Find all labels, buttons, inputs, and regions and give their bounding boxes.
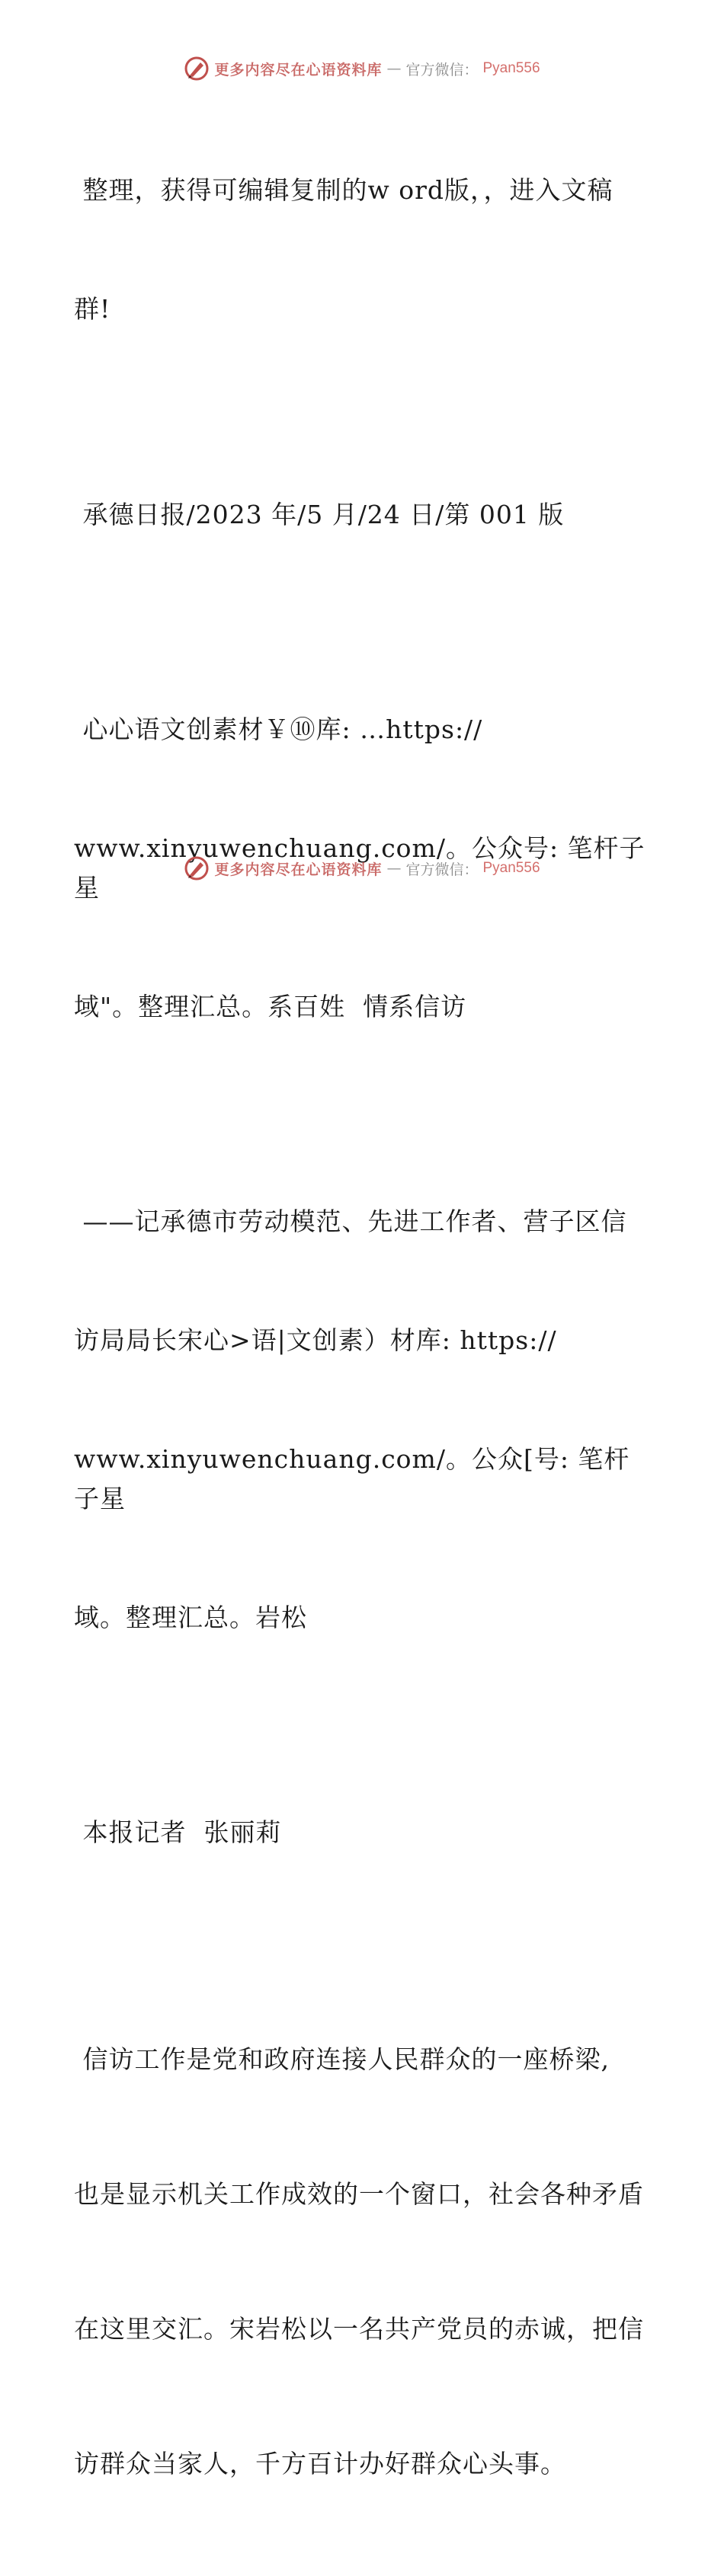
text-line: 也是显示机关工作成效的一个窗口，社会各种矛盾 — [74, 2179, 644, 2209]
watermark-text: 更多内容尽在心语资料库 — [214, 861, 383, 878]
watermark-wechat-id: Pyan556 — [482, 860, 540, 876]
text-line: www.xinyuwenchuang.com/。公众号: 笔杆子星 — [74, 833, 646, 903]
footer-watermark — [0, 853, 724, 884]
watermark-wechat-id: Pyan556 — [482, 60, 540, 76]
text-line: 本报记者 张丽莉 — [74, 1817, 282, 1847]
paragraph-byline — [74, 1734, 653, 1932]
text-line: ——记承德市劳动模范、先进工作者、营子区信 — [74, 1207, 627, 1236]
watermark-dash: — — [386, 860, 402, 877]
text-line: 承德日报/2023 年/5 月/24 日/第 001 版 — [74, 500, 565, 529]
paragraph-source — [74, 416, 653, 614]
pen-logo-icon — [184, 56, 210, 81]
text-line: 心心语文创素材￥⑩库: …https:// — [74, 714, 483, 744]
watermark-dash: — — [386, 60, 402, 77]
watermark-suffix: 官方微信： — [405, 61, 479, 78]
text-line: 在这里交汇。宋岩松以一名共产党员的赤诚，把信 — [74, 2314, 644, 2344]
paragraph-subtitle — [74, 1123, 653, 1717]
text-line: 访局局长宋心>语|文创素）材库: https:// — [74, 1325, 557, 1355]
text-line: 信访工作是党和政府连接人民群众的一座桥梁, — [74, 2044, 610, 2074]
document-body — [74, 91, 653, 2576]
paragraph-intro — [74, 91, 653, 408]
text-line: 域。整理汇总。岩松 — [74, 1603, 307, 1632]
text-line: 域"。整理汇总。系百姓 情系信访 — [74, 992, 467, 1021]
text-line: 整理，获得可编辑复制的w ord版，，进入文稿 — [74, 175, 613, 205]
pen-logo-icon — [184, 855, 210, 881]
watermark-text: 更多内容尽在心语资料库 — [214, 61, 383, 78]
text-line: 群! — [74, 294, 111, 324]
paragraph-body — [74, 1947, 653, 2576]
text-line: www.xinyuwenchuang.com/。公众[号: 笔杆子星 — [74, 1444, 630, 1513]
header-watermark — [0, 53, 724, 84]
watermark-suffix: 官方微信： — [405, 861, 479, 878]
text-line: 访群众当家人，千方百计办好群众心头事。 — [74, 2449, 566, 2479]
